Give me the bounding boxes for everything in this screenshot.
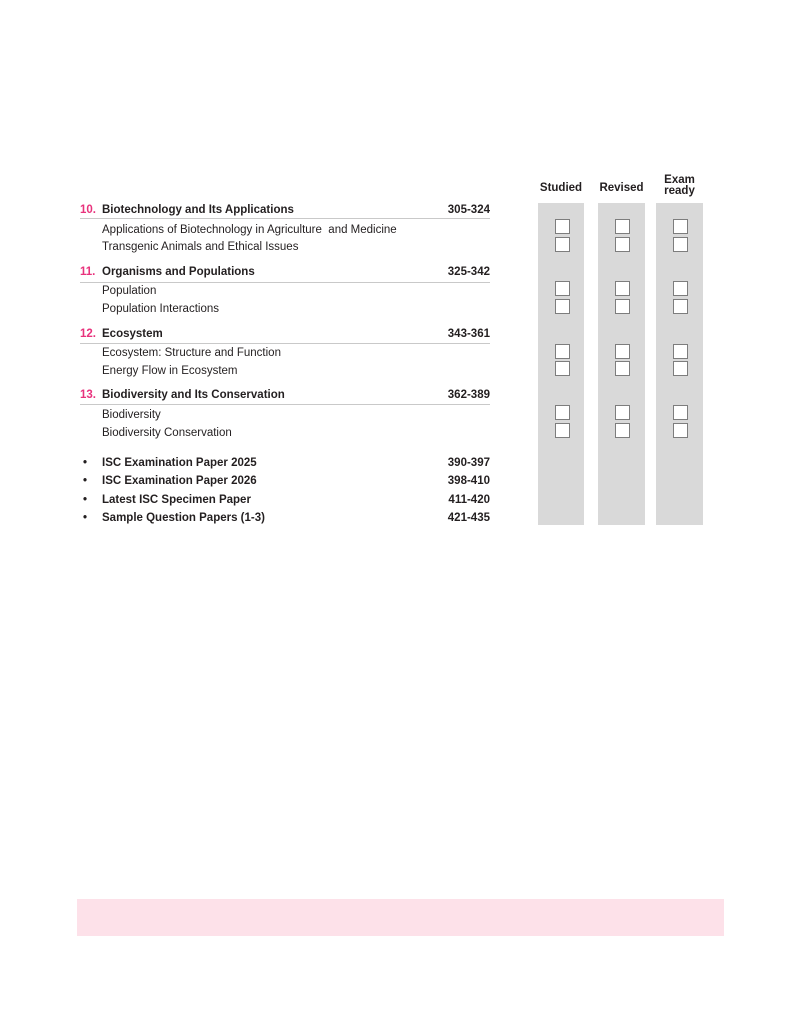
chapter-number: 12. [80,328,96,340]
exam-ready-checkbox[interactable] [673,219,688,234]
revised-header: Revised [599,182,644,194]
bullet: • [82,494,88,506]
exam-ready-checkbox[interactable] [673,344,688,359]
topic-title: Applications of Biotechnology in Agriculture and Medicine [102,224,397,236]
bullet: • [82,457,88,469]
studied-checkbox[interactable] [555,405,570,420]
revised-checkbox[interactable] [615,237,630,252]
chapter-number: 11. [80,266,96,278]
extra-title: Sample Question Papers (1-3) [102,512,265,524]
revised-checkbox[interactable] [615,423,630,438]
revised-checkbox[interactable] [615,281,630,296]
chapter-divider [80,404,490,405]
revised-checkbox[interactable] [615,219,630,234]
extra-title: Latest ISC Specimen Paper [102,494,251,506]
chapter-title: Organisms and Populations [102,266,255,278]
topic-title: Population [102,285,157,297]
chapter-title: Ecosystem [102,328,163,340]
extra-pages: 398-410 [447,475,490,487]
extra-pages: 421-435 [447,512,490,524]
chapter-pages: 343-361 [447,328,490,340]
chapter-divider [80,218,490,219]
chapter-title: Biotechnology and Its Applications [102,204,294,216]
extra-title: ISC Examination Paper 2025 [102,457,257,469]
exam-ready-checkbox[interactable] [673,237,688,252]
studied-checkbox[interactable] [555,361,570,376]
extra-title: ISC Examination Paper 2026 [102,475,257,487]
studied-checkbox[interactable] [555,423,570,438]
exam-ready-checkbox[interactable] [673,361,688,376]
extra-pages: 411-420 [448,494,490,506]
exam-ready-checkbox[interactable] [673,423,688,438]
topic-title: Ecosystem: Structure and Function [102,347,281,359]
chapter-pages: 325-342 [447,266,490,278]
studied-checkbox[interactable] [555,219,570,234]
chapter-divider [80,282,490,283]
exam-ready-header: Exam ready [664,174,695,197]
exam-ready-checkbox[interactable] [673,281,688,296]
exam-ready-checkbox[interactable] [673,405,688,420]
topic-title: Energy Flow in Ecosystem [102,365,238,377]
studied-checkbox[interactable] [555,344,570,359]
chapter-title: Biodiversity and Its Conservation [102,389,285,401]
bullet: • [82,475,88,487]
studied-checkbox[interactable] [555,299,570,314]
topic-title: Population Interactions [102,303,219,315]
chapter-number: 13. [80,389,96,401]
footer-band [77,899,724,936]
chapter-pages: 362-389 [447,389,490,401]
topic-title: Biodiversity [102,409,161,421]
chapter-pages: 305-324 [447,204,490,216]
studied-header: Studied [539,182,583,194]
exam-ready-checkbox[interactable] [673,299,688,314]
chapter-number: 10. [80,204,96,216]
revised-checkbox[interactable] [615,344,630,359]
topic-title: Transgenic Animals and Ethical Issues [102,241,299,253]
studied-checkbox[interactable] [555,237,570,252]
extra-pages: 390-397 [447,457,490,469]
bullet: • [82,512,88,524]
revised-checkbox[interactable] [615,299,630,314]
revised-checkbox[interactable] [615,361,630,376]
studied-checkbox[interactable] [555,281,570,296]
revised-checkbox[interactable] [615,405,630,420]
topic-title: Biodiversity Conservation [102,427,232,439]
chapter-divider [80,343,490,344]
